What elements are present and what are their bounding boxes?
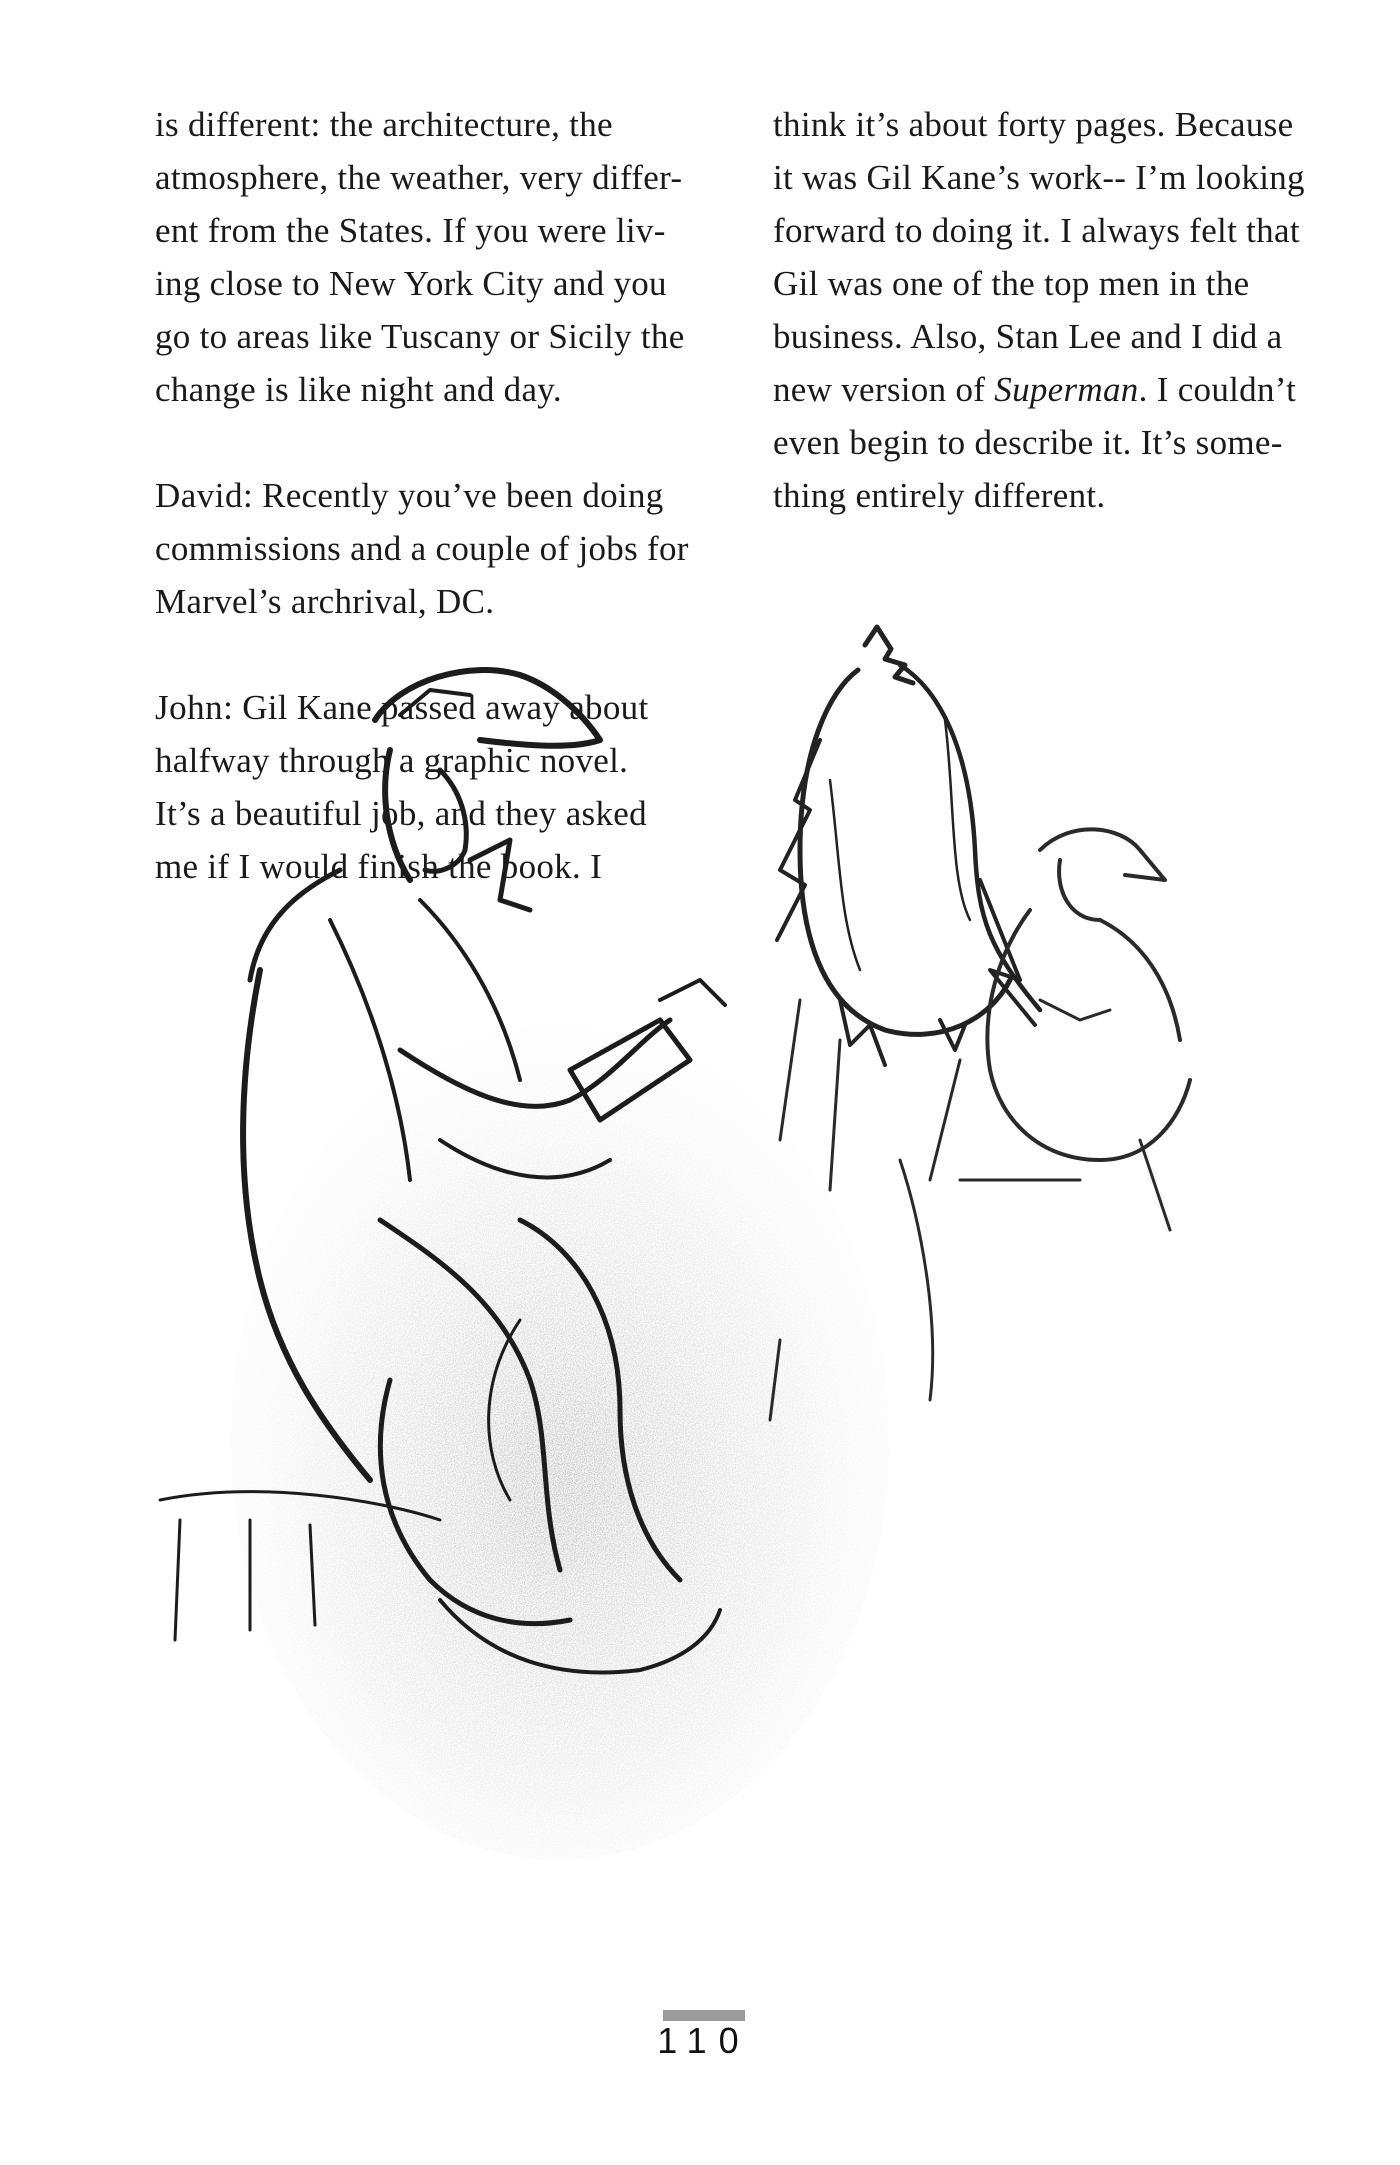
text-line: think it’s about forty pages. Because [773,105,1294,144]
text-line: ent from the States. If you were liv- [155,211,666,250]
text-line: It’s a beautiful job, and they asked [155,794,647,833]
text-line [155,469,675,522]
text-line: commissions and a couple of jobs for [155,529,689,568]
right-text-column [773,98,1305,522]
seated-figure-sketch [160,670,890,1860]
text-line: atmosphere, the weather, very differ- [155,158,683,197]
speaker-text: : Gil Kane passed away about [223,688,649,727]
text-line: thing entirely different. [773,476,1106,515]
hanging-garment-sketch [777,627,1040,1065]
text-line: halfway through a graphic novel. [155,741,629,780]
speaker-name: John [155,688,224,727]
text-line: go to areas like Tuscany or Sicily the [155,317,685,356]
text-line: business. Also, Stan Lee and I did a [773,317,1283,356]
paragraph-2 [155,469,689,628]
text-line: it was Gil Kane’s work-- I’m looking [773,158,1305,197]
speaker-text: : Recently you’ve been doing [243,476,664,515]
page-number: 110 [657,2020,751,2061]
text-fragment: . I couldn’t [1138,370,1297,409]
text-line: is different: the architecture, the [155,105,613,144]
text-line: Marvel’s archrival, DC. [155,582,495,621]
italic-title: Superman [994,370,1139,409]
speaker-name: David [155,476,244,515]
text-line: ing close to New York City and you [155,264,667,303]
text-line: me if I would finish the book. I [155,847,603,886]
paragraph-4 [773,98,1305,522]
text-line [773,363,1297,416]
pencil-sketch-illustration [140,620,1320,2040]
text-fragment: new version of [773,370,995,409]
text-line: forward to doing it. I always felt that [773,211,1300,250]
text-line: Gil was one of the top men in the [773,264,1250,303]
paragraph-1 [155,98,685,416]
text-line: even begin to describe it. It’s some- [773,423,1283,462]
text-line: change is like night and day. [155,370,562,409]
